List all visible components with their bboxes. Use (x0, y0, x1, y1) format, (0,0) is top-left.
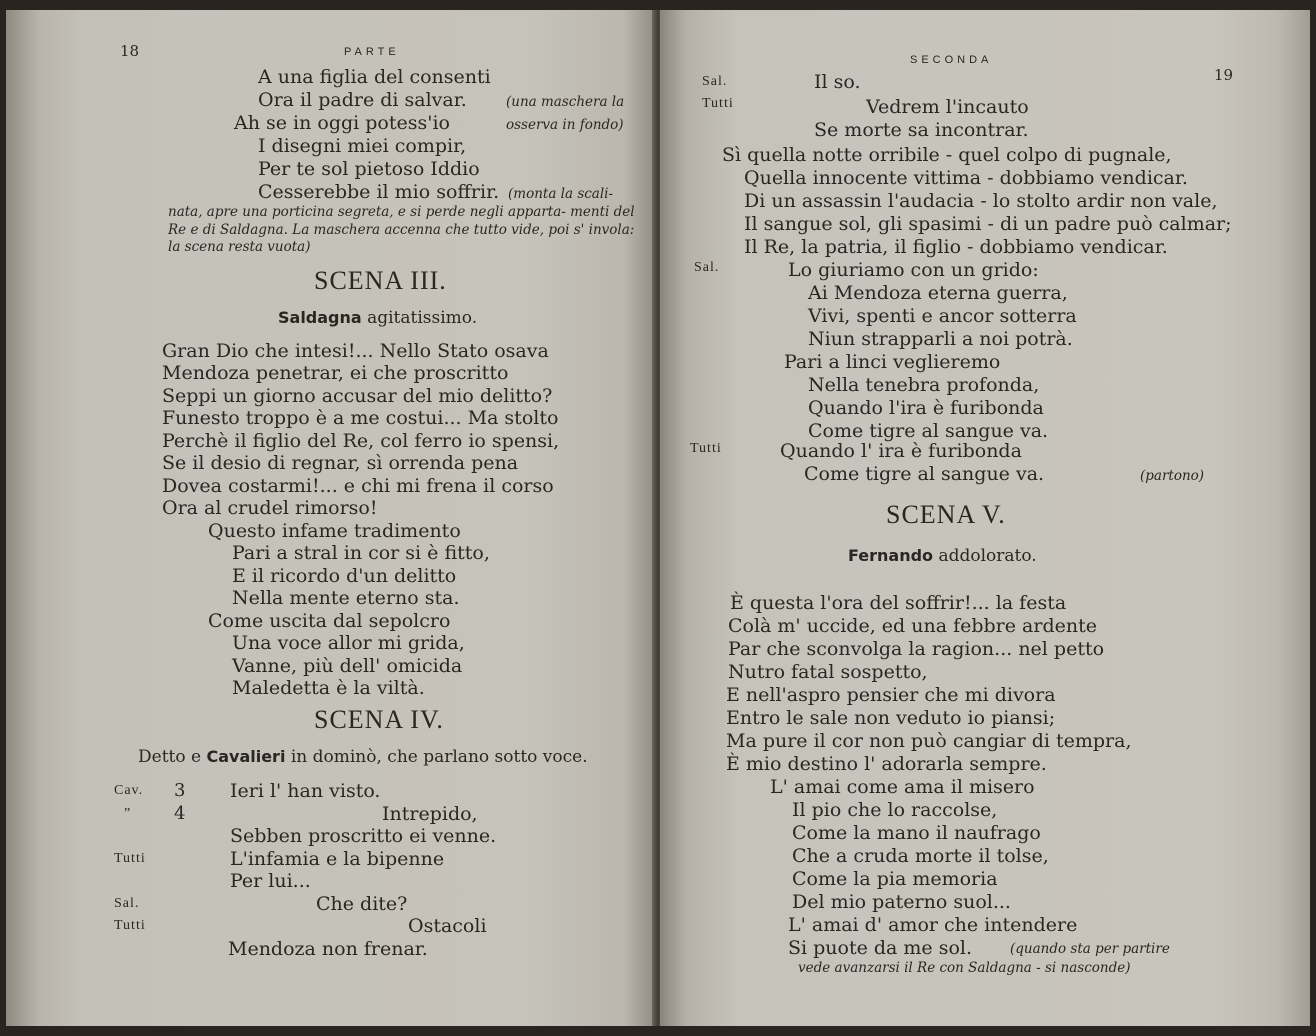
left-page (6, 10, 656, 1026)
recitative-line: È questa l'ora del soffrir!... la festa (730, 592, 1067, 614)
verse-line: Per te sol pietoso Iddio (258, 158, 480, 180)
character-name: Saldagna (278, 308, 362, 327)
cast-note: Detto e (138, 747, 207, 767)
character-name: Cavalieri (206, 747, 286, 766)
character-name: Fernando (848, 546, 934, 565)
recitative-line: Gran Dio che intesi!... Nello Stato osava (162, 340, 549, 362)
verse-line: Quando l'ira è furibonda (808, 397, 1044, 419)
aria-line: Vanne, più dell' omicida (232, 655, 463, 677)
verse-line: Come tigre al sangue va. (808, 420, 1049, 442)
running-head: SECONDA (910, 54, 993, 66)
recitative-line: Ma pure il cor non può cangiar di tempra, (726, 730, 1132, 752)
verse-line: Sì quella notte orribile - quel colpo di pugnale, (722, 144, 1172, 166)
scene-cast (278, 308, 477, 328)
stage-direction: osserva in fondo) (506, 117, 624, 133)
stage-direction: (monta la scali- (508, 186, 614, 202)
verse-line: Di un assassin l'audacia - lo stolto ardir non vale, (744, 190, 1218, 212)
stage-direction: vede avanzarsi il Re con Saldagna - si nasconde) (798, 960, 1131, 976)
speaker: ” (124, 806, 132, 821)
stage-direction: (una maschera la (506, 94, 625, 110)
aria-line: Maledetta è la viltà. (232, 677, 425, 699)
running-head: PARTE (344, 46, 400, 58)
speaker: Tutti (690, 441, 722, 456)
aria-line: Che a cruda morte il tolse, (792, 845, 1049, 867)
verse-line: I disegni miei compir, (258, 135, 467, 157)
speaker: Cav. (114, 783, 144, 798)
dialogue-line: Ostacoli (408, 915, 487, 937)
page-number: 18 (120, 42, 140, 60)
scene-title: SCENA III. (314, 266, 447, 295)
verse-line: Quella innocente vittima - dobbiamo vendicar. (744, 167, 1188, 189)
recitative-line: Par che sconvolga la ragion... nel petto (728, 638, 1105, 660)
aria-line: Come la mano il naufrago (792, 822, 1041, 844)
recitative-line: Perchè il figlio del Re, col ferro io spensi, (162, 430, 560, 452)
aria-line: Questo infame tradimento (208, 520, 461, 542)
dialogue-line: Sebben proscritto ei venne. (230, 825, 497, 847)
verse-line: Ai Mendoza eterna guerra, (808, 282, 1068, 304)
page-number: 19 (1214, 66, 1234, 84)
recitative-line: Ora al crudel rimorso! (162, 497, 378, 519)
dialogue-line: Come tigre al sangue va. (804, 463, 1045, 485)
aria-line: Come la pia memoria (792, 868, 998, 890)
dialogue-line: Se morte sa incontrar. (814, 119, 1029, 141)
speaker: Sal. (702, 74, 728, 89)
dialogue-line: Ieri l' han visto. (230, 780, 381, 802)
dialogue-line: Intrepido, (382, 803, 478, 825)
dialogue-line: Vedrem l'incauto (866, 96, 1029, 118)
speaker: Tutti (702, 96, 734, 111)
recitative-line: È mio destino l' adorarla sempre. (726, 753, 1047, 775)
verse-line: Ora il padre di salvar. (258, 89, 467, 111)
recitative-line: Nutro fatal sospetto, (728, 661, 928, 683)
recitative-line: Se il desio di regnar, sì orrenda pena (162, 452, 519, 474)
dialogue-line: Quando l' ira è furibonda (780, 440, 1022, 462)
speaker-number: 3 (174, 780, 186, 801)
verse-line: Niun strapparli a noi potrà. (808, 328, 1073, 350)
verse-line: Cesserebbe il mio soffrir. (258, 181, 500, 203)
aria-line: Pari a stral in cor si è fitto, (232, 542, 490, 564)
recitative-line: Dovea costarmi!... e chi mi frena il corso (162, 475, 554, 497)
aria-line: Il pio che lo raccolse, (792, 799, 998, 821)
speaker: Sal. (114, 896, 140, 911)
recitative-line: E nell'aspro pensier che mi divora (726, 684, 1056, 706)
recitative-line: Entro le sale non veduto io piansi; (726, 707, 1056, 729)
aria-line: L' amai d' amor che intendere (788, 914, 1078, 936)
dialogue-line: Mendoza non frenar. (228, 938, 428, 960)
cast-note: in dominò, che parlano sotto voce. (285, 747, 588, 767)
cast-note: addolorato. (933, 546, 1037, 566)
dialogue-line: Lo giuriamo con un grido: (788, 259, 1039, 281)
dialogue-line: Per lui... (230, 870, 311, 892)
aria-line: Una voce allor mi grida, (232, 632, 465, 654)
verse-line: A una figlia del consenti (258, 66, 491, 88)
aria-line: Come uscita dal sepolcro (208, 610, 451, 632)
speaker: Tutti (114, 851, 146, 866)
verse-line: Nella tenebra profonda, (808, 374, 1040, 396)
stage-direction: (partono) (1140, 468, 1205, 484)
recitative-line: Mendoza penetrar, ei che proscritto (162, 362, 509, 384)
stage-direction: nata, apre una porticina segreta, e si perde negli apparta- menti del Re e di Saldagna. La maschera accenna che tutto vide, poi s' invola: la scena resta vuota) (168, 204, 635, 255)
cast-note: agitatissimo. (361, 308, 478, 328)
verse-line: Ah se in oggi potess'io (234, 112, 450, 134)
speaker-number: 4 (174, 803, 186, 824)
recitative-line: Colà m' uccide, ed una febbre ardente (728, 615, 1097, 637)
aria-line: Si puote da me sol. (788, 937, 973, 959)
recitative-line: Seppi un giorno accusar del mio delitto? (162, 385, 553, 407)
right-page (660, 10, 1310, 1026)
scene-cast (138, 747, 588, 767)
dialogue-line: Che dite? (316, 893, 408, 915)
speaker: Tutti (114, 918, 146, 933)
scene-title: SCENA V. (886, 500, 1006, 529)
verse-line: Il sangue sol, gli spasimi - di un padre può calmar; (744, 213, 1232, 235)
verse-line: Vivi, spenti e ancor sotterra (808, 305, 1077, 327)
scene-cast (848, 546, 1037, 566)
dialogue-line: Il so. (814, 71, 861, 93)
dialogue-line: L'infamia e la bipenne (230, 848, 445, 870)
aria-line: L' amai come ama il misero (770, 776, 1035, 798)
speaker: Sal. (694, 260, 720, 275)
aria-line: E il ricordo d'un delitto (232, 565, 457, 587)
aria-line: Nella mente eterno sta. (232, 587, 460, 609)
recitative-line: Funesto troppo è a me costui... Ma stolto (162, 407, 559, 429)
scene-title: SCENA IV. (314, 705, 444, 734)
aria-line: Del mio paterno suol... (792, 891, 1011, 913)
verse-line: Il Re, la patria, il figlio - dobbiamo vendicar. (744, 236, 1168, 258)
verse-line: Pari a linci veglieremo (784, 351, 1001, 373)
stage-direction: (quando sta per partire (1010, 941, 1170, 957)
